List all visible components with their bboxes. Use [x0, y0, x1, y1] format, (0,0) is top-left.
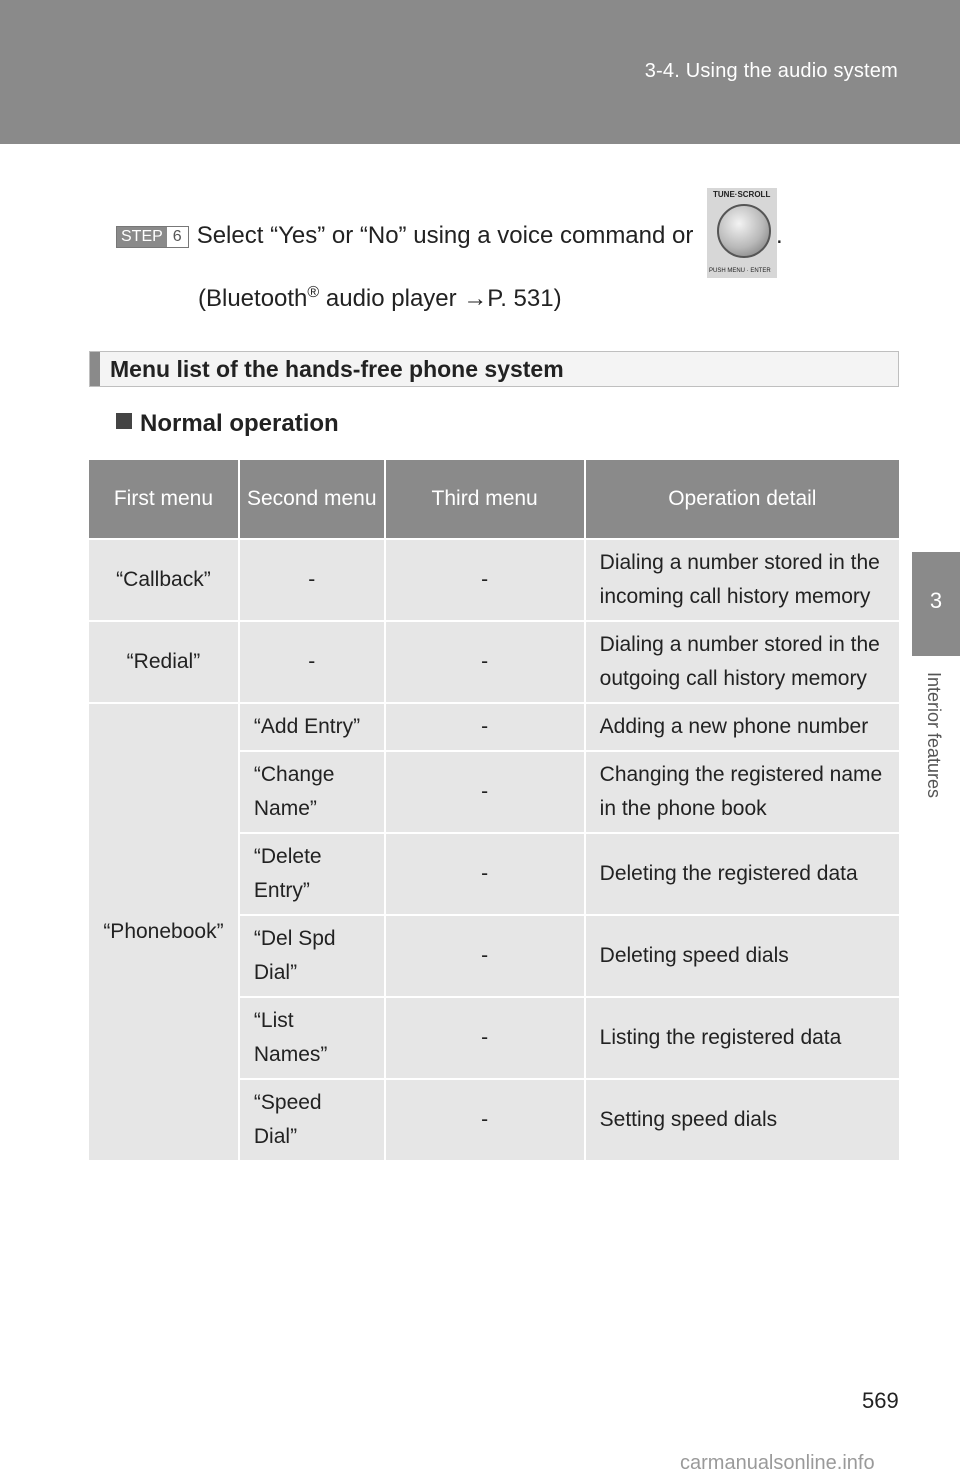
table-row	[89, 703, 899, 751]
first-menu-cell: “Callback”	[89, 539, 239, 621]
third-menu-cell: -	[385, 539, 585, 621]
registered-mark: ®	[307, 284, 320, 301]
tune-scroll-knob-icon	[707, 188, 777, 278]
knob-top-label: TUNE·SCROLL	[713, 190, 771, 199]
second-menu-cell: -	[239, 621, 385, 703]
bluetooth-page-link[interactable]: audio player →P. 531)	[319, 285, 562, 312]
watermark: carmanualsonline.info	[680, 1452, 875, 1474]
first-menu-cell-phonebook: “Phonebook”	[89, 703, 239, 1160]
second-menu-cell: “Del Spd Dial”	[239, 915, 385, 997]
step-instruction	[116, 222, 693, 250]
operation-detail-cell: Setting speed dials	[585, 1079, 899, 1160]
operation-detail-cell: Dialing a number stored in the outgoing call history memory	[585, 621, 899, 703]
step-end: .	[776, 222, 783, 249]
header-title: 3-4. Using the audio system	[644, 60, 898, 82]
second-menu-cell: “Delete Entry”	[239, 833, 385, 915]
bluetooth-reference	[198, 284, 562, 313]
section-title: Menu list of the hands-free phone system	[110, 356, 564, 382]
section-heading	[89, 351, 899, 387]
header-third-menu: Third menu	[385, 460, 585, 539]
header-first-menu: First menu	[89, 460, 239, 539]
header-operation-detail: Operation detail	[585, 460, 899, 539]
second-menu-cell: -	[239, 539, 385, 621]
third-menu-cell: -	[385, 703, 585, 751]
third-menu-cell: -	[385, 751, 585, 833]
chapter-label: Interior features	[924, 672, 944, 799]
step-badge	[116, 226, 189, 248]
first-menu-cell: “Redial”	[89, 621, 239, 703]
knob-bottom-label: PUSH MENU · ENTER	[709, 268, 771, 274]
chapter-number: 3	[929, 588, 943, 613]
operation-detail-cell: Dialing a number stored in the incoming call history memory	[585, 539, 899, 621]
operation-detail-cell: Adding a new phone number	[585, 703, 899, 751]
operation-detail-cell: Deleting the registered data	[585, 833, 899, 915]
table-row	[89, 621, 899, 703]
menu-table	[89, 460, 899, 1160]
page-number: 569	[862, 1388, 899, 1413]
square-bullet-icon	[116, 413, 132, 429]
page-header	[0, 0, 960, 144]
operation-detail-cell: Listing the registered data	[585, 997, 899, 1079]
third-menu-cell: -	[385, 833, 585, 915]
step-word: STEP	[117, 227, 167, 247]
third-menu-cell: -	[385, 915, 585, 997]
second-menu-cell: “Change Name”	[239, 751, 385, 833]
bluetooth-open: (Bluetooth	[198, 285, 308, 312]
second-menu-cell: “Add Entry”	[239, 703, 385, 751]
second-menu-cell: “List Names”	[239, 997, 385, 1079]
table-row	[89, 539, 899, 621]
knob-dial	[717, 204, 771, 258]
header-second-menu: Second menu	[239, 460, 385, 539]
subheading-text: Normal operation	[140, 410, 339, 437]
chapter-tab	[912, 552, 960, 656]
step-text: Select “Yes” or “No” using a voice command or	[196, 222, 694, 249]
second-menu-cell: “Speed Dial”	[239, 1079, 385, 1160]
operation-detail-cell: Deleting speed dials	[585, 915, 899, 997]
operation-detail-cell: Changing the registered name in the phone book	[585, 751, 899, 833]
third-menu-cell: -	[385, 1079, 585, 1160]
third-menu-cell: -	[385, 621, 585, 703]
step-number: 6	[172, 227, 182, 245]
subheading	[116, 410, 339, 438]
third-menu-cell: -	[385, 997, 585, 1079]
